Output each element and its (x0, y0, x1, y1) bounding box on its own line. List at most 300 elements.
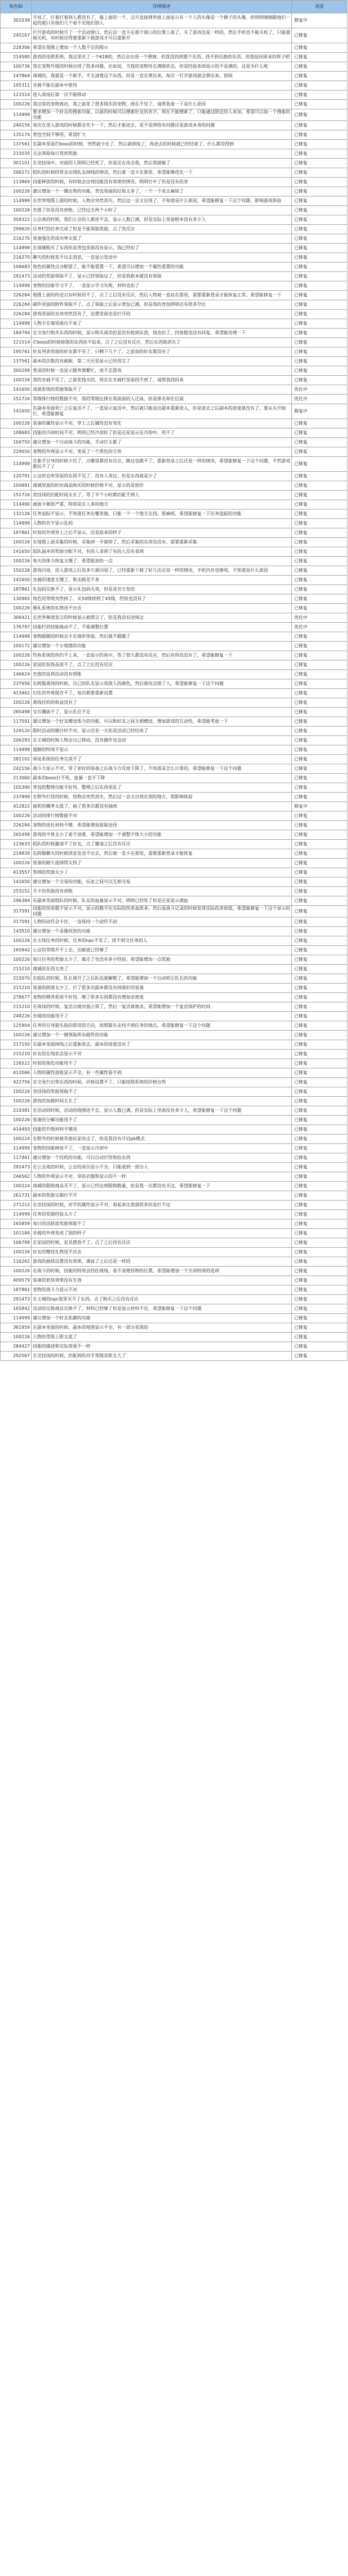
row-status: 已修复 (292, 1059, 347, 1068)
row-description: 登录的时候一直显示服务器繁忙，进不去游戏 (32, 366, 292, 376)
row-status: 已修复 (292, 1229, 347, 1238)
row-description: 技能的描述和实际效果不一样 (32, 1342, 292, 1352)
row-description: 任务的奖励经验太少了 (32, 1210, 292, 1219)
row-id: 187861 (1, 1286, 32, 1295)
row-id: 100226 (1, 955, 32, 965)
row-description: 离线挂机的收益没有了 (32, 698, 292, 708)
row-id: 219381 (1, 1106, 32, 1116)
row-status: 已修复 (292, 755, 347, 764)
row-status: 已修复 (292, 168, 347, 178)
row-status: 优化中 (292, 385, 347, 395)
row-id: 214580 (1, 53, 32, 62)
table-row (1, 43, 347, 53)
table-row (1, 1276, 347, 1286)
row-status: 已修复 (292, 594, 347, 604)
row-status: 已修复 (292, 840, 347, 849)
row-status: 已修复 (292, 859, 347, 868)
row-description: 公会的仓库里面的东西不见了，没有人拿过，但是东西就是少了 (32, 472, 292, 481)
table-row (1, 419, 347, 429)
row-id: 301039 (1, 13, 32, 28)
row-status: 已修复 (292, 1153, 347, 1163)
row-id: 215210 (1, 1050, 32, 1059)
row-id: 281102 (1, 755, 32, 764)
row-status: 已修复 (292, 1342, 347, 1352)
row-status: 已修复 (292, 329, 347, 338)
table-row (1, 984, 347, 993)
table-row (1, 187, 347, 196)
table-row (1, 755, 347, 764)
row-id: 381959 (1, 1323, 32, 1333)
row-id: 291473 (1, 272, 32, 281)
row-id: 100226 (1, 604, 32, 613)
table-row (1, 1286, 347, 1295)
table-row (1, 109, 347, 121)
row-description: 限时活动的倒计时不对，显示还有一天但是活动已经结束了 (32, 727, 292, 736)
table-row (1, 1021, 347, 1031)
row-description: 游戏的画质设置没有效果，调高了之后还是一样的 (32, 1257, 292, 1267)
row-id: 306421 (1, 613, 32, 623)
row-description: 好友列表里面的好友都不见了，只剩下几个了，之前加的好友都没有了 (32, 347, 292, 357)
row-id: 184794 (1, 329, 32, 338)
table-row (1, 576, 347, 585)
row-status: 已修复 (292, 310, 347, 319)
table-row (1, 404, 347, 419)
row-id: 216270 (1, 253, 32, 263)
row-status: 已修复 (292, 642, 347, 651)
row-status: 已修复 (292, 300, 347, 310)
table-row (1, 566, 347, 576)
row-description: 在竞技场的时候，匹配到的对手等级差距太大了 (32, 1352, 292, 1361)
row-id: 215070 (1, 974, 32, 984)
row-description: 公会的等级升不上去，贡献值已经够了 (32, 946, 292, 955)
row-description: 人物的外观显示不对，穿的衣服和显示的不一样 (32, 1172, 292, 1182)
row-description: 建议增加一个录像回放的功能 (32, 927, 292, 936)
row-status: 已修复 (292, 500, 347, 510)
table-row (1, 1182, 347, 1191)
row-id: 114999 (1, 745, 32, 755)
row-id: 317591 (1, 906, 32, 918)
row-status: 修复中 (292, 404, 347, 419)
row-id: 100224 (1, 1135, 32, 1144)
table-row (1, 1068, 347, 1078)
table-row (1, 159, 347, 168)
row-status: 已修复 (292, 519, 347, 528)
table-row (1, 272, 347, 281)
row-status: 已修复 (292, 291, 347, 300)
row-description: 人物的名字显示乱码 (32, 519, 292, 528)
row-id: 165859 (1, 1219, 32, 1229)
table-row (1, 472, 347, 481)
row-description: 技能的升级材料不够用 (32, 1125, 292, 1135)
table-row (1, 491, 347, 500)
table-row (1, 651, 347, 661)
row-status: 已修复 (292, 918, 347, 927)
table-row (1, 1163, 347, 1172)
table-row (1, 90, 347, 100)
row-id: 100226 (1, 538, 32, 547)
row-id: 114999 (1, 319, 32, 329)
table-row (1, 281, 347, 291)
row-status: 已修复 (292, 225, 347, 234)
row-description: 商城的限购商品买不了，显示已经达到限购数量，但是我一次都没有买过，希望能修复一下 (32, 1182, 292, 1191)
row-id: 413402 (1, 689, 32, 698)
row-id: 358322 (1, 215, 32, 225)
table-row (1, 13, 347, 28)
row-description: 背包的整理功能不好用，整理之后东西更乱了 (32, 783, 292, 793)
row-id: 100226 (1, 1097, 32, 1106)
row-id: 215210 (1, 965, 32, 974)
row-status: 已修复 (292, 100, 347, 109)
row-status: 已修复 (292, 187, 347, 196)
row-status: 已修复 (292, 366, 347, 376)
row-status: 已修复 (292, 727, 347, 736)
row-description: 角色的等级突然掉了，从50级掉到了45级，经验也没有了 (32, 594, 292, 604)
row-id: 114999 (1, 1144, 32, 1153)
row-id: 206293 (1, 736, 32, 745)
table-row (1, 670, 347, 679)
table-row (1, 300, 347, 310)
table-row (1, 196, 347, 206)
row-description: 在战斗的时候，技能的特效会挡住视线，看不清楚怪物的位置，希望能增加一个关闭特效的选项 (32, 1267, 292, 1276)
row-status: 已修复 (292, 993, 347, 1002)
row-id: 226284 (1, 291, 32, 300)
row-id: 100226 (1, 1116, 32, 1125)
row-description: 竞技场的匹配时间太长了，等了半个小时都匹配不到人 (32, 491, 292, 500)
table-row (1, 1229, 347, 1238)
row-id: 292567 (1, 1352, 32, 1361)
row-description: 在副本里面掉线之后重新进去，副本的进度没有了 (32, 1040, 292, 1050)
table-row (1, 1106, 347, 1116)
row-description: 幻化的外观保存不了，每次都要重新设置 (32, 689, 292, 698)
row-status: 已修复 (292, 604, 347, 613)
row-id: 114999 (1, 632, 32, 642)
row-description: 人物卡在墙里面出不来了 (32, 319, 292, 329)
table-row (1, 1172, 347, 1182)
row-description: 地图上面的传送点有时候用不了，点了之后没有反应，然后人物就一直站在那里，需要重新登录才能恢复正常，希望能修复一下 (32, 291, 292, 300)
row-description: 时装的染色功能用不了 (32, 1059, 292, 1068)
row-description: 坐骑的外观变成了别的样子 (32, 1229, 292, 1238)
table-row (1, 1219, 347, 1229)
row-status: 已修复 (292, 1012, 347, 1021)
row-id: 105390 (1, 783, 32, 793)
row-id: 101184 (1, 1229, 32, 1238)
row-status: 已修复 (292, 1078, 347, 1087)
table-row (1, 53, 347, 62)
row-description: 任务的引导箭头指向错误的方向，按照箭头走找不到任务的地点，希望能修复一下这个问题 (32, 1021, 292, 1031)
table-row (1, 121, 347, 130)
row-description: 建议增加一个好友私聊的功能 (32, 1314, 292, 1323)
row-status: 已修复 (292, 481, 347, 491)
row-description: 宠物的喂养系统不好用，喂了很多东西都没有增加亲密度 (32, 993, 292, 1002)
row-status: 已修复 (292, 955, 347, 965)
row-status: 已修复 (292, 783, 347, 793)
table-row (1, 429, 347, 438)
row-status: 已修复 (292, 965, 347, 974)
row-id: 113869 (1, 178, 32, 187)
row-description: 宠物的技能释放不了，一直显示冷却中 (32, 1144, 292, 1153)
table-row (1, 519, 347, 528)
row-status: 已修复 (292, 887, 347, 896)
row-description: 在主城的时候人物会自己移动，没有操作也会动 (32, 736, 292, 745)
row-id: 150226 (1, 566, 32, 576)
table-row (1, 1040, 347, 1050)
row-id: 141650 (1, 878, 32, 887)
table-row (1, 510, 347, 519)
row-description: 任务栏的任务完成了但是不能领取奖励，点了没反应 (32, 225, 292, 234)
row-id: 409579 (1, 1276, 32, 1286)
row-description: 在交易行出售东西的时候，价格设置不了，只能按照系统的价格出售 (32, 1078, 292, 1087)
row-status: 已修复 (292, 1125, 347, 1135)
row-id: 106799 (1, 1238, 32, 1248)
table-row (1, 793, 347, 802)
row-description: 在跨服聊天的时候消息发送不出去，然后就一直卡在那里，需要重新登录才能恢复 (32, 849, 292, 859)
row-description: 家园的装饰品放不了，点了之后没有反应 (32, 661, 292, 670)
table-row (1, 887, 347, 896)
row-description: 在副本里面死亡之后复活不了，一直显示复活中，然后就只能退出副本重新进入，但是进去之后副本的进度就没有了，要从头开始打，希望能修复 (32, 404, 292, 419)
table-row (1, 1031, 347, 1040)
table-row (1, 140, 347, 149)
row-description: 在竞技场中，对面的人明明已经死了，但是还在攻击我，然后我就输了 (32, 159, 292, 168)
row-id: 265498 (1, 708, 32, 717)
row-status: 已修复 (292, 1097, 347, 1106)
table-row (1, 1144, 347, 1153)
row-description: 装备的分解功能用不了 (32, 1116, 292, 1125)
row-description: 建议增加一个一键领取所有邮件的功能 (32, 1031, 292, 1040)
row-status: 优化中 (292, 395, 347, 404)
row-status: 已修复 (292, 868, 347, 878)
table-row (1, 263, 347, 272)
table-row (1, 774, 347, 783)
row-status: 已修复 (292, 72, 347, 81)
row-status: 已修复 (292, 457, 347, 472)
row-id: 414493 (1, 1125, 32, 1135)
table-row (1, 918, 347, 927)
table-row (1, 878, 347, 887)
table-row (1, 338, 347, 347)
table-row (1, 849, 347, 859)
row-description: 开局了，打着打着别人都没有了，最上面的一个，点开直接弹界面上面显示有一个人的头像是一个狮子的头像，但明明刚刚跟他们一起的就只有他们几个看不见他们别人 (32, 13, 292, 28)
row-id: 215210 (1, 984, 32, 993)
row-status: 已修复 (292, 585, 347, 594)
row-status: 已修复 (292, 661, 347, 670)
row-description: 在公会战的时候，公会的成员显示不全，只能看到一部分人 (32, 1163, 292, 1172)
row-status: 已修复 (292, 196, 347, 206)
row-id: 240156 (1, 121, 32, 130)
row-description: 建议增加一个自动战斗的功能，手动打太累了 (32, 438, 292, 447)
row-description: 每天的体力恢复太慢了，希望能加快一点 (32, 557, 292, 566)
header-status: 进度 (292, 1, 347, 13)
table-row (1, 547, 347, 557)
table-row (1, 1201, 347, 1210)
row-id: 114999 (1, 109, 32, 121)
row-description: 游戏里面的音效突然没有了，设置里面也是打开的 (32, 310, 292, 319)
row-id: 104750 (1, 438, 32, 447)
table-row (1, 168, 347, 178)
row-description: 宠物的技能学习不了，一直显示学习失败，材料也扣了 (32, 281, 292, 291)
row-description: 活动的兑换商店兑换不了，材料已经够了但是显示材料不足，希望能修复一下这个问题 (32, 1304, 292, 1314)
row-description: 等级排行榜的数据不对，我的等级比排在我前面的人还高，但是排名却在后面 (32, 395, 292, 404)
row-description: 充值的返利活动没有到账 (32, 670, 292, 679)
row-status: 已修复 (292, 1286, 347, 1295)
row-id: 412066 (1, 1068, 32, 1078)
table-row (1, 447, 347, 457)
row-id: 100226 (1, 1031, 32, 1040)
row-description: 装备的套装效果没有生效 (32, 1276, 292, 1286)
table-row (1, 679, 347, 689)
row-description: 在主城的npc那里买不了东西，点了购买之后没有反应 (32, 1295, 292, 1304)
row-description: 装备的属性显示不对，穿上之后属性没有变化 (32, 419, 292, 429)
row-id: 114999 (1, 281, 32, 291)
row-status: 已修复 (292, 946, 347, 955)
row-description: 在世界频道发言的时候显示被禁言了，但是我没有违规过 (32, 613, 292, 623)
table-body (1, 13, 347, 1361)
row-id: 206272 (1, 168, 32, 178)
row-status: 已修复 (292, 1182, 347, 1191)
row-status: 已修复 (292, 849, 347, 859)
row-id: 129120 (1, 727, 32, 736)
row-status: 已修复 (292, 1040, 347, 1050)
table-row (1, 206, 347, 215)
row-status: 已修复 (292, 547, 347, 557)
table-row (1, 604, 347, 613)
row-id: 237899 (1, 793, 32, 802)
row-status: 已修复 (292, 338, 347, 347)
row-description: 组队副本的奖励分配不对，有的人拿到了有的人没有拿到 (32, 547, 292, 557)
table-row (1, 1210, 347, 1219)
row-status: 已修复 (292, 1021, 347, 1031)
row-id: 123633 (1, 840, 32, 849)
row-id: 296384 (1, 896, 32, 906)
table-row (1, 291, 347, 300)
row-id: 100226 (1, 811, 32, 821)
row-status: 已修复 (292, 281, 347, 291)
row-id: 137561 (1, 357, 32, 366)
row-status: 已修复 (292, 28, 347, 43)
row-description: 角色的属性点分配错了，能不能重置一下，希望可以增加一个属性重置的功能 (32, 263, 292, 272)
row-description: 坐骑的速度太慢了，和走路差不多 (32, 576, 292, 585)
row-description: 在交易行购买东西的时候，显示购买成功但是没有收到东西，钱也扣了，找客服也没有回复，希望能处理一下 (32, 329, 292, 338)
row-status: 已修复 (292, 745, 347, 755)
row-status: 已修复 (292, 774, 347, 783)
table-row (1, 642, 347, 651)
row-status: 已修复 (292, 1191, 347, 1201)
row-id: 284427 (1, 1342, 32, 1352)
row-description: 活动的排行榜数据不对 (32, 811, 292, 821)
table-row (1, 130, 347, 140)
row-description: 副本的boss打不死，血量一直不下降 (32, 774, 292, 783)
row-status: 已修复 (292, 43, 347, 53)
row-id: 301101 (1, 159, 32, 168)
row-status: 已修复 (292, 1323, 347, 1333)
table-row (1, 993, 347, 1002)
table-row (1, 927, 347, 936)
row-description: 建议增加一个一键出售的功能，背包里面的垃圾太多了，一个一个卖太麻烦了 (32, 187, 292, 196)
table-row (1, 366, 347, 376)
row-id: 121514 (1, 90, 32, 100)
row-description: 打开游戏的时候开了一个活动窗口，然后会一直卡在那个窗口的位置上面了，关了游戏也是一样的，然后手机也不能关机了，只能强制关机，有时候还得要重新下载游戏才可以重新开 (32, 28, 292, 43)
row-status: 已修复 (292, 528, 347, 538)
row-status: 已修复 (292, 736, 347, 745)
row-status: 已修复 (292, 109, 347, 121)
row-status: 已修复 (292, 1068, 347, 1078)
row-description: 在跨服战场的时候，自己的队友显示成敌人的颜色，然后就攻击错了人，希望能修复一下这个问题 (32, 679, 292, 689)
row-id: 265498 (1, 830, 32, 840)
row-status: 已修复 (292, 566, 347, 576)
row-description: 组队的时候邀请不了好友，点了邀请之后没有反应 (32, 840, 292, 849)
table-row (1, 385, 347, 395)
table-row (1, 965, 347, 974)
table-row (1, 319, 347, 329)
table-row (1, 1248, 347, 1257)
row-status: 已修复 (292, 376, 347, 385)
row-description: 婚礼系统的礼物送不出去 (32, 604, 292, 613)
row-description: 好友的在线状态显示不对 (32, 1050, 292, 1059)
table-row (1, 28, 347, 43)
row-id: 130965 (1, 594, 32, 604)
row-description: 在副本里面打boss的时候，突然就卡住了，然后就掉线了，再进去的时候就已经结束了，什么都没得到 (32, 140, 292, 149)
row-id: 226284 (1, 310, 32, 319)
row-description: 建议增加一个交易的功能，玩家之间可以互相交易 (32, 878, 292, 887)
row-description: 技能的冷却时间不对，明明已经冷却好了但是还是显示在冷却中，用不了 (32, 429, 292, 438)
row-id: 261731 (1, 1191, 32, 1201)
row-description: 在地图上面采集的时候，采集到一半就停了，然后采集的东西也没有，需要重新采集 (32, 538, 292, 547)
row-id: 141650 (1, 385, 32, 395)
row-status: 已修复 (292, 1163, 347, 1172)
row-description: 钓鱼系统的鱼钓不上来，一直显示钓鱼中，等了很久都没有反应，然后鱼饵也没有了，希望能修复一下 (32, 651, 292, 661)
table-row (1, 1304, 347, 1314)
row-id: 143510 (1, 927, 32, 936)
table-row (1, 1352, 347, 1361)
row-id: 100226 (1, 1087, 32, 1097)
table-row (1, 936, 347, 946)
row-status: 已修复 (292, 576, 347, 585)
header-description: 详情描述 (32, 1, 292, 13)
table-row (1, 1116, 347, 1125)
row-id: 299620 (1, 225, 32, 234)
row-description: 画面卡顿很严重，特别是在人多的地方 (32, 500, 292, 510)
row-description: 战斗力显示不对，穿了更好的装备之后战斗力反而下降了，不知道是怎么计算的，希望能修复一下这个问题 (32, 764, 292, 774)
row-status: 已修复 (292, 1219, 347, 1229)
row-status: 已修复 (292, 1210, 347, 1219)
row-id: 195311 (1, 81, 32, 90)
row-id: 215210 (1, 1002, 32, 1012)
row-id: 141650 (1, 404, 32, 419)
table-row (1, 974, 347, 984)
row-status: 已修复 (292, 510, 347, 519)
row-id: 117591 (1, 717, 32, 727)
table-row (1, 149, 347, 159)
row-id: 100226 (1, 187, 32, 196)
table-row (1, 689, 347, 698)
table-row (1, 906, 347, 918)
row-status: 已修复 (292, 234, 347, 244)
row-status: 已修复 (292, 253, 347, 263)
row-id: 422756 (1, 1078, 32, 1087)
row-status: 已修复 (292, 698, 347, 708)
row-description: 充值了但是没有到账，已经过去两个小时了 (32, 206, 292, 215)
row-status: 已修复 (292, 491, 347, 500)
row-description: 每次在进入游戏的时候都会先卡一下，然后才能进去，是不是网络有问题还是游戏本身的问题 (32, 121, 292, 130)
row-status: 已修复 (292, 793, 347, 802)
table-row (1, 1050, 347, 1059)
table-row (1, 1342, 347, 1352)
row-status: 已修复 (292, 357, 347, 366)
row-id: 141650 (1, 576, 32, 585)
row-status: 已修复 (292, 1087, 347, 1097)
table-row (1, 1333, 347, 1342)
row-description: 副本的次数没有刷新，第二天还是显示已经用完了 (32, 357, 292, 366)
table-row (1, 1087, 347, 1097)
